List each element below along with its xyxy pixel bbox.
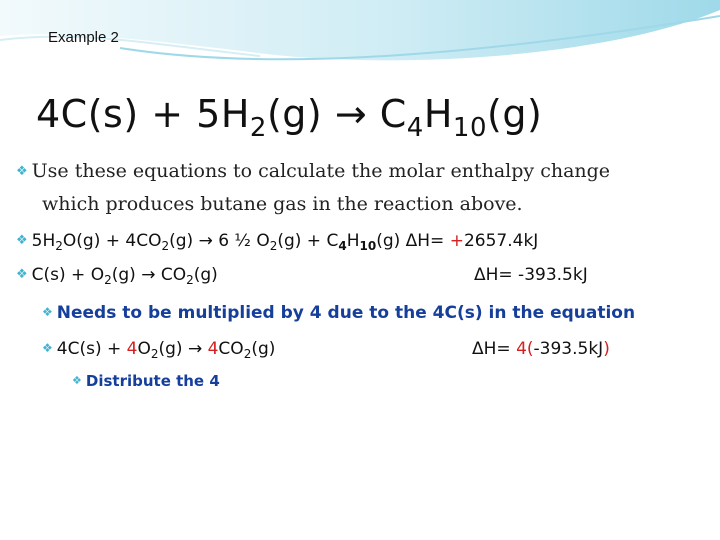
intro-line-2: which produces butane gas in the reaction above. xyxy=(42,193,523,215)
equation-3: ❖ $4C(s) + 4O_2(g) \to 4CO_2(g)$ xyxy=(42,339,276,361)
leaf-bullet-icon: ❖ xyxy=(72,374,82,387)
intro-line-1: ❖ Use these equations to calculate the molar enthalpy change xyxy=(16,160,611,182)
leaf-bullet-icon: ❖ xyxy=(16,233,28,248)
equation-2-enthalpy: ΔH= -393.5kJ xyxy=(474,265,588,285)
leaf-bullet-icon: ❖ xyxy=(16,164,28,179)
slide-tag: Example 2 xyxy=(48,29,119,46)
multiply-note: ❖ Needs to be multiplied by 4 due to the 4C(s) in the equation xyxy=(42,303,636,323)
sign-highlight: + xyxy=(449,231,464,251)
leaf-bullet-icon: ❖ xyxy=(16,267,28,282)
leaf-bullet-icon: ❖ xyxy=(42,305,53,319)
distribute-note: ❖ Distribute the 4 xyxy=(72,372,220,390)
equation-3-enthalpy: ΔH= 4(-393.5kJ) xyxy=(472,339,610,359)
slide-title: $4C(s) + 5H_2(g) \to C_4H_{10}(g)$ xyxy=(36,92,543,143)
equation-2: ❖ $C(s) + O_2(g) \to CO_2(g)$ xyxy=(16,265,218,287)
leaf-bullet-icon: ❖ xyxy=(42,341,53,355)
equation-1: ❖ $5H_2O(g) + 4CO_2(g) \to 6$ ½ $O_2(g) + C_4H_{10}(g)$ ΔH= +2657.4kJ xyxy=(16,231,539,253)
